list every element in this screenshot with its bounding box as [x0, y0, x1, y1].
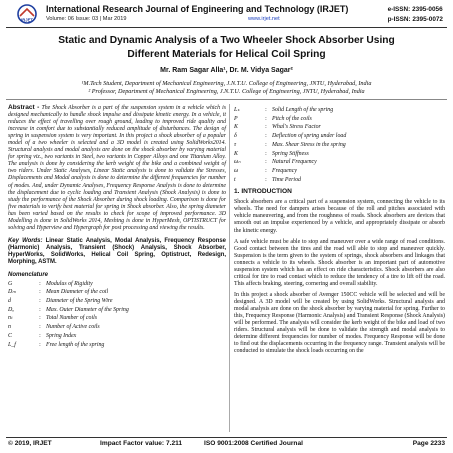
- table-row: C : Spring Index: [8, 332, 77, 339]
- table-row: d : Diameter of the Spring Wire: [8, 298, 113, 305]
- title-rule: [6, 99, 447, 100]
- abstract-label: Abstract -: [8, 104, 40, 111]
- table-row: P : Pitch of the coils: [234, 115, 312, 122]
- table-row: ω : Frequency: [234, 167, 297, 174]
- intro-paragraph-1: Shock absorbers are a critical part of a suspension system, connecting the vehicle to its wheels. The need for dampers arises because of the roll and pitches associated with vehicle maneuvering, and from the roughness of roads. Shock absorbers are devices that smooth out an impulse experienced by a vehicle, and appropriately dissipate or absorb the kinetic energy.: [234, 199, 445, 234]
- table-row: Dₒ : Max. Outer Diameter of the Spring: [8, 306, 129, 313]
- abstract-text: The Shock Absorber is a part of the suspension system in a vehicle which is designed mechanically to handle shock impulse and dissipate kinetic energy. In a vehicle, it reduces the effect of travelling over rough ground, leading to improved ride quality and increase in comfort due to substantially reduced amplitude of disturbances. The design of spring in suspension system is very important. In this project a shock absorber of a popular model of a two wheeler is selected and a 3D model is created using SolidWorks2014. Structural analysis and modal analysis are done on the shock absorber by varying material for spring viz., two variants in Steel, two variants in Copper Alloys and one Titanium Alloy. The analysis is done by considering the kerb weight of the bike and a combined weight of two riders. Under Static Analyses, Linear Static analysis is done to validate the Stresses, Displacements and Modal analysis is done to determine the different frequencies for number of modes. And, under Dynamic Analyses, Frequency Response Analysis is done to determine the displacement due to cyclic loading and Transient Analysis (Shock Analysis) is done to study the performance of the Shock Absorber during shock loading. Comparison is done for five materials to verify best material for spring in Shock absorber. Also, the spring diameter has been varied based on the results to check for scope of improved performance. 3D Modelling is done in SolidWorks 2014, Meshing is done in HyperMesh, OPTISTRUCT for solving and Hyperview and Hypergraph for post processing and viewing the results.: [8, 105, 227, 231]
- section-heading-introduction: 1. INTRODUCTION: [234, 188, 292, 196]
- journal-header: [6, 3, 447, 25]
- table-row: K : Whal's Stress Factor: [234, 124, 321, 131]
- footer-page-number: Page 2233: [412, 440, 445, 447]
- intro-paragraph-2: A safe vehicle must be able to stop and maneuver over a wide range of road conditions. Good contact between the tires and the road will able to stop and maneuver quickly. Suspension is the term given to the system of springs, shock absorbers and linkages that connects a vehicle to its wheels. Shock absorber is an important part of automotive suspension system which has an effect on ride characteristics. Shock absorbers are also critical for tire to road contact which to reduce the tendency of a tire to lift off the road. This affects braking, steering, cornering and overall stability.: [234, 238, 445, 287]
- journal-name: International Research Journal of Engineering and Technology (IRJET): [46, 4, 349, 14]
- right-column: [234, 104, 445, 355]
- eissn: e-ISSN: 2395-0056: [387, 6, 443, 13]
- table-row: G : Modulus of Rigidity: [8, 280, 93, 287]
- intro-paragraph-3: In this project a shock absorber of Avenger 150CC vehicle will be selected and will be designed. A 3D model will be created by using SolidWorks. Structural analysis and modal analysis are done on the shock absorber by varying material for spring. Further to this, Frequency Response (Harmonic Analysis) and Transient Response (Shock Analysis) will be performed. The analysis will consider the kerb weight of the bike and load of two riders. Structural analysis will be done to validate the strength and modal analysis to determine different frequencies for number of modes. Frequency Response will be done to find out the displacements occurring in the frequency range. Transient analysis will be conducted to simulate the shock loads occurring on the: [234, 291, 445, 355]
- affiliation-2: ² Professor, Department of Mechanical Engineering, J.N.T.U. College of Engineering, JNTU, Hyderabad, India: [88, 88, 365, 96]
- affiliation-1: ¹M.Tech Student, Department of Mechanical Engineering, J.N.T.U. College of Engineering, JNTU, Hyderabad, India: [81, 80, 372, 87]
- table-row: ωₙ : Natural Frequency: [234, 159, 317, 166]
- table-row: n : Number of Active coils: [8, 324, 100, 331]
- footer-copyright: © 2019, IRJET: [8, 440, 52, 447]
- irjet-logo: [14, 4, 40, 24]
- table-row: δ : Deflection of spring under load: [234, 133, 347, 140]
- title-line-2: Different Materials for Helical Coil Spring: [127, 48, 326, 60]
- nomenclature-title: Nomenclature: [8, 271, 49, 278]
- left-column: [8, 104, 226, 349]
- header-rule: [6, 27, 447, 28]
- table-row: L_f : Free length of the spring: [8, 341, 105, 348]
- logo-text: IRJET: [21, 17, 33, 23]
- nomenclature-table-left: [8, 280, 226, 350]
- nomenclature-table-right: [234, 106, 445, 184]
- keywords-text: Linear Static Analysis, Modal Analysis, Frequency Response (Harmonic) Analysis, Transient (Shock) Analysis, Shock Absorber, HyperWorks, SolidWorks, Helical Coil Spring, Optistruct, Redesign, Morphing, ASTM.: [8, 237, 226, 266]
- table-row: K : Spring Stiffness: [234, 150, 309, 157]
- table-row: nₜ : Total Number of coils: [8, 315, 98, 322]
- authors: Mr. Ram Sagar Alla¹, Dr. M. Vidya Sagar²: [160, 67, 293, 74]
- volume-info: Volume: 06 Issue: 03 | Mar 2019: [46, 16, 127, 22]
- table-row: τ : Max. Shear Stress in the spring: [234, 141, 346, 148]
- footer-impact-factor: Impact Factor value: 7.211: [100, 440, 183, 447]
- journal-website-link[interactable]: www.irjet.net: [248, 16, 280, 22]
- paper-title: [20, 34, 433, 61]
- keywords: [8, 238, 226, 267]
- table-row: Dₘ : Mean Diameter of the coil: [8, 289, 109, 296]
- pissn: p-ISSN: 2395-0072: [387, 15, 443, 23]
- title-line-1: Static and Dynamic Analysis of a Two Wheeler Shock Absorber Using: [58, 35, 395, 46]
- footer-iso: ISO 9001:2008 Certified Journal: [204, 440, 303, 447]
- column-divider: [229, 104, 230, 432]
- table-row: Lₛ : Solid Length of the spring: [234, 107, 334, 113]
- table-row: t : Time Period: [234, 176, 301, 183]
- issn-block: [388, 5, 443, 24]
- footer-rule: [6, 437, 447, 438]
- page-footer: [8, 440, 445, 450]
- abstract: [8, 104, 226, 232]
- affiliations: [10, 80, 443, 97]
- keywords-label: Key Words:: [8, 237, 43, 244]
